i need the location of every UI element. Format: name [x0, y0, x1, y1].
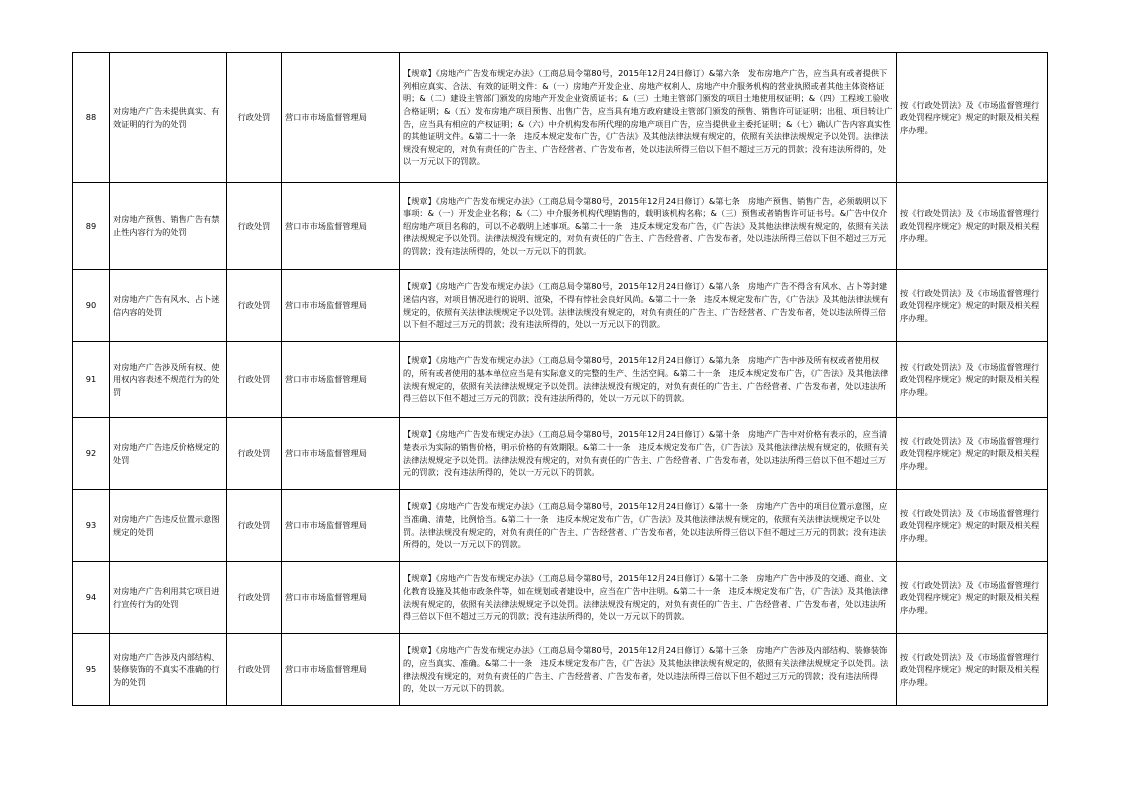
power-list-table [72, 52, 1048, 706]
item-type: 行政处罚 [227, 490, 282, 562]
table-body [73, 53, 1048, 706]
item-number: 94 [73, 562, 110, 634]
processing-procedure: 按《行政处罚法》及《市场监督管理行政处罚程序规定》规定的时限及相关程序办理。 [897, 418, 1048, 490]
item-name: 对房地产广告违反价格规定的处罚 [110, 418, 227, 490]
implementing-department: 营口市市场监督管理局 [282, 562, 400, 634]
item-name: 对房地产预售、销售广告有禁止性内容行为的处罚 [110, 183, 227, 270]
implementing-department: 营口市市场监督管理局 [282, 270, 400, 342]
legal-basis: 【规章】《房地产广告发布规定办法》（工商总局令第80号，2015年12月24日修订）&第十一条 房地产广告中的项目位置示意图，应当准确、清楚，比例恰当。&第二十一条 违反本规定发布广告，《广告法》及其他法律法规有规定的，依照有关法律法规规定予以处罚。法律法规没有规定的，对负有责任的广告主、广告经营者、广告发布者，处以违法所得三倍以下但不超过三万元的罚款；没有违法所得的，处以一万元以下的罚款。 [400, 490, 897, 562]
processing-procedure: 按《行政处罚法》及《市场监督管理行政处罚程序规定》规定的时限及相关程序办理。 [897, 634, 1048, 706]
table-row [73, 418, 1048, 490]
processing-procedure: 按《行政处罚法》及《市场监督管理行政处罚程序规定》规定的时限及相关程序办理。 [897, 183, 1048, 270]
table-row [73, 562, 1048, 634]
item-number: 89 [73, 183, 110, 270]
item-type: 行政处罚 [227, 270, 282, 342]
implementing-department: 营口市市场监督管理局 [282, 183, 400, 270]
legal-basis: 【规章】《房地产广告发布规定办法》（工商总局令第80号，2015年12月24日修订）&第八条 房地产广告不得含有风水、占卜等封建迷信内容，对项目情况进行的说明、渲染，不得有悖社会良好风尚。&第二十一条 违反本规定发布广告，《广告法》及其他法律法规有规定的，依照有关法律法规规定予以处罚。法律法规没有规定的，对负有责任的广告主、广告经营者、广告发布者，处以违法所得三倍以下但不超过三万元的罚款；没有违法所得的，处以一万元以下的罚款。 [400, 270, 897, 342]
item-name: 对房地产广告涉及所有权、使用权内容表述不规范行为的处罚 [110, 342, 227, 418]
item-type: 行政处罚 [227, 342, 282, 418]
table-row [73, 270, 1048, 342]
item-number: 95 [73, 634, 110, 706]
implementing-department: 营口市市场监督管理局 [282, 490, 400, 562]
implementing-department: 营口市市场监督管理局 [282, 634, 400, 706]
item-type: 行政处罚 [227, 418, 282, 490]
item-type: 行政处罚 [227, 183, 282, 270]
item-name: 对房地产广告有风水、占卜迷信内容的处罚 [110, 270, 227, 342]
table-row [73, 183, 1048, 270]
item-number: 91 [73, 342, 110, 418]
item-type: 行政处罚 [227, 53, 282, 183]
legal-basis: 【规章】《房地产广告发布规定办法》（工商总局令第80号，2015年12月24日修订）&第六条 发布房地产广告，应当具有或者提供下列相应真实、合法、有效的证明文件：&（一）房地产开发企业、房地产权利人、房地产中介服务机构的营业执照或者其他主体资格证明；&（二）建设主管部门颁发的房地产开发企业资质证书；&（三）土地主管部门颁发的项目土地使用权证明；&（四）工程竣工验收合格证明；&（五）发布房地产项目预售、出售广告，应当具有地方政府建设主管部门颁发的预售、销售许可证证明；出租、项目转让广告，应当具有相应的产权证明；&（六）中介机构发布所代理的房地产项目广告，应当提供业主委托证明；&（七）确认广告内容真实性的其他证明文件。&第二十一条 违反本规定发布广告，《广告法》及其他法律法规有规定的，依照有关法律法规规定予以处罚。法律法规没有规定的，对负有责任的广告主、广告经营者、广告发布者，处以违法所得三倍以下但不超过三万元的罚款；没有违法所得的，处以一万元以下的罚款。 [400, 53, 897, 183]
item-name: 对房地产广告未提供真实、有效证明的行为的处罚 [110, 53, 227, 183]
processing-procedure: 按《行政处罚法》及《市场监督管理行政处罚程序规定》规定的时限及相关程序办理。 [897, 562, 1048, 634]
item-number: 93 [73, 490, 110, 562]
table-row [73, 53, 1048, 183]
implementing-department: 营口市市场监督管理局 [282, 418, 400, 490]
item-name: 对房地产广告利用其它项目进行宣传行为的处罚 [110, 562, 227, 634]
table-row [73, 634, 1048, 706]
item-number: 88 [73, 53, 110, 183]
implementing-department: 营口市市场监督管理局 [282, 53, 400, 183]
item-number: 92 [73, 418, 110, 490]
item-type: 行政处罚 [227, 562, 282, 634]
processing-procedure: 按《行政处罚法》及《市场监督管理行政处罚程序规定》规定的时限及相关程序办理。 [897, 53, 1048, 183]
processing-procedure: 按《行政处罚法》及《市场监督管理行政处罚程序规定》规定的时限及相关程序办理。 [897, 342, 1048, 418]
item-name: 对房地产广告涉及内部结构、装修装饰的不真实不准确的行为的处罚 [110, 634, 227, 706]
table-row [73, 342, 1048, 418]
implementing-department: 营口市市场监督管理局 [282, 342, 400, 418]
legal-basis: 【规章】《房地产广告发布规定办法》（工商总局令第80号，2015年12月24日修订）&第十三条 房地产广告涉及内部结构、装修装饰的，应当真实、准确。&第二十一条 违反本规定发布广告，《广告法》及其他法律法规有规定的，依照有关法律法规规定予以处罚。法律法规没有规定的，对负有责任的广告主、广告经营者、广告发布者，处以违法所得三倍以下但不超过三万元的罚款；没有违法所得的，处以一万元以下的罚款。 [400, 634, 897, 706]
item-type: 行政处罚 [227, 634, 282, 706]
legal-basis: 【规章】《房地产广告发布规定办法》（工商总局令第80号，2015年12月24日修订）&第七条 房地产预售、销售广告，必须载明以下事项：&（一）开发企业名称；&（二）中介服务机构代理销售的，载明该机构名称；&（三）预售或者销售许可证书号。&广告中仅介绍房地产项目名称的，可以不必载明上述事项。&第二十一条 违反本规定发布广告，《广告法》及其他法律法规有规定的，依照有关法律法规规定予以处罚。法律法规没有规定的，对负有责任的广告主、广告经营者、广告发布者，处以违法所得三倍以下但不超过三万元的罚款；没有违法所得的，处以一万元以下的罚款。 [400, 183, 897, 270]
item-name: 对房地产广告违反位置示意图规定的处罚 [110, 490, 227, 562]
legal-basis: 【规章】《房地产广告发布规定办法》（工商总局令第80号，2015年12月24日修订）&第十条 房地产广告中对价格有表示的，应当清楚表示为实际的销售价格，明示价格的有效期限。&第二十一条 违反本规定发布广告，《广告法》及其他法律法规有规定的，依照有关法律法规规定予以处罚。法律法规没有规定的，对负有责任的广告主、广告经营者、广告发布者，处以违法所得三倍以下但不超过三万元的罚款；没有违法所得的，处以一万元以下的罚款。 [400, 418, 897, 490]
processing-procedure: 按《行政处罚法》及《市场监督管理行政处罚程序规定》规定的时限及相关程序办理。 [897, 490, 1048, 562]
item-number: 90 [73, 270, 110, 342]
legal-basis: 【规章】《房地产广告发布规定办法》（工商总局令第80号，2015年12月24日修订）&第十二条 房地产广告中涉及的交通、商业、文化教育设施及其他市政条件等，如在规划或者建设中，应当在广告中注明。&第二十一条 违反本规定发布广告，《广告法》及其他法律法规有规定的，依照有关法律法规规定予以处罚。法律法规没有规定的，对负有责任的广告主、广告经营者、广告发布者，处以违法所得三倍以下但不超过三万元的罚款；没有违法所得的，处以一万元以下的罚款。 [400, 562, 897, 634]
processing-procedure: 按《行政处罚法》及《市场监督管理行政处罚程序规定》规定的时限及相关程序办理。 [897, 270, 1048, 342]
table-row [73, 490, 1048, 562]
legal-basis: 【规章】《房地产广告发布规定办法》（工商总局令第80号，2015年12月24日修订）&第九条 房地产广告中涉及所有权或者使用权的，所有或者使用的基本单位应当是有实际意义的完整的生产、生活空间。&第二十一条 违反本规定发布广告，《广告法》及其他法律法规有规定的，依照有关法律法规规定予以处罚。法律法规没有规定的，对负有责任的广告主、广告经营者、广告发布者，处以违法所得三倍以下但不超过三万元的罚款；没有违法所得的，处以一万元以下的罚款。 [400, 342, 897, 418]
